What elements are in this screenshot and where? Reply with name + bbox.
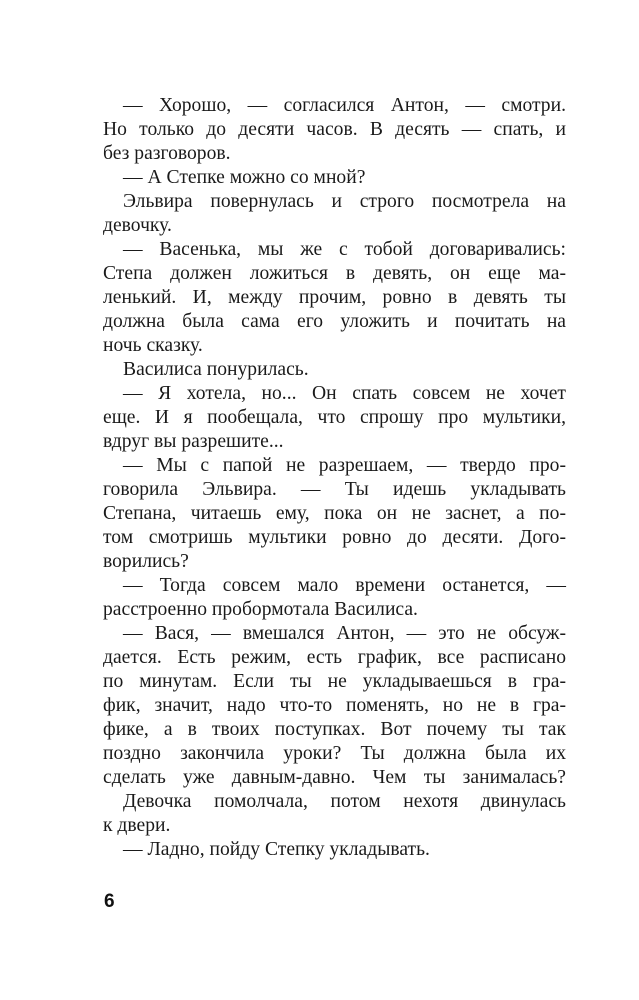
- text-line: Но только до десяти часов. В десять — спать, и: [103, 119, 566, 140]
- text-line: должна была сама его уложить и почитать на: [103, 311, 566, 332]
- text-line: расстроенно пробормотала Василиса.: [103, 599, 418, 620]
- page-number: 6: [104, 891, 115, 912]
- text-line: — Мы с папой не разрешаем, — твердо про-: [123, 455, 566, 476]
- text-line: — Ладно, пойду Степку укладывать.: [123, 839, 430, 860]
- text-line: Эльвира повернулась и строго посмотрела на: [123, 191, 566, 212]
- text-line: — Тогда совсем мало времени останется, —: [123, 575, 566, 596]
- text-line: дается. Есть режим, есть график, все расписано: [103, 647, 566, 668]
- text-line: Василиса понурилась.: [123, 359, 309, 380]
- text-line: том смотришь мультики ровно до десяти. Дого-: [103, 527, 566, 548]
- text-line: — Вася, — вмешался Антон, — это не обсуж-: [123, 623, 566, 644]
- text-line: поздно закончила уроки? Ты должна была их: [103, 743, 566, 764]
- text-line: по минутам. Если ты не укладываешься в гра-: [103, 671, 566, 692]
- text-line: вдруг вы разрешите...: [103, 431, 284, 452]
- text-line: ночь сказку.: [103, 335, 203, 356]
- text-line: — Я хотела, но... Он спать совсем не хочет: [123, 383, 566, 404]
- text-line: еще. И я пообещала, что спрошу про мультики,: [103, 407, 566, 428]
- text-line: — Хорошо, — согласился Антон, — смотри.: [123, 95, 566, 116]
- page-body-text: [103, 94, 566, 862]
- text-line: Степана, читаешь ему, пока он не заснет, а по-: [103, 503, 566, 524]
- text-line: фик, значит, надо что-то поменять, но не в гра-: [103, 695, 566, 716]
- text-line: без разговоров.: [103, 143, 231, 164]
- text-line: — Васенька, мы же с тобой договаривались:: [123, 239, 566, 260]
- text-line: девочку.: [103, 215, 172, 236]
- text-line: говорила Эльвира. — Ты идешь укладывать: [103, 479, 566, 500]
- text-line: Девочка помолчала, потом нехотя двинулась: [123, 791, 566, 812]
- text-line: Степа должен ложиться в девять, он еще ма-: [103, 263, 566, 284]
- text-line: — А Степке можно со мной?: [123, 167, 366, 188]
- text-line: ворились?: [103, 551, 189, 572]
- text-line: ленький. И, между прочим, ровно в девять ты: [103, 287, 566, 308]
- text-line: к двери.: [103, 815, 171, 836]
- text-line: фике, а в твоих поступках. Вот почему ты так: [103, 719, 566, 740]
- text-line: сделать уже давным-давно. Чем ты занималась?: [103, 767, 566, 788]
